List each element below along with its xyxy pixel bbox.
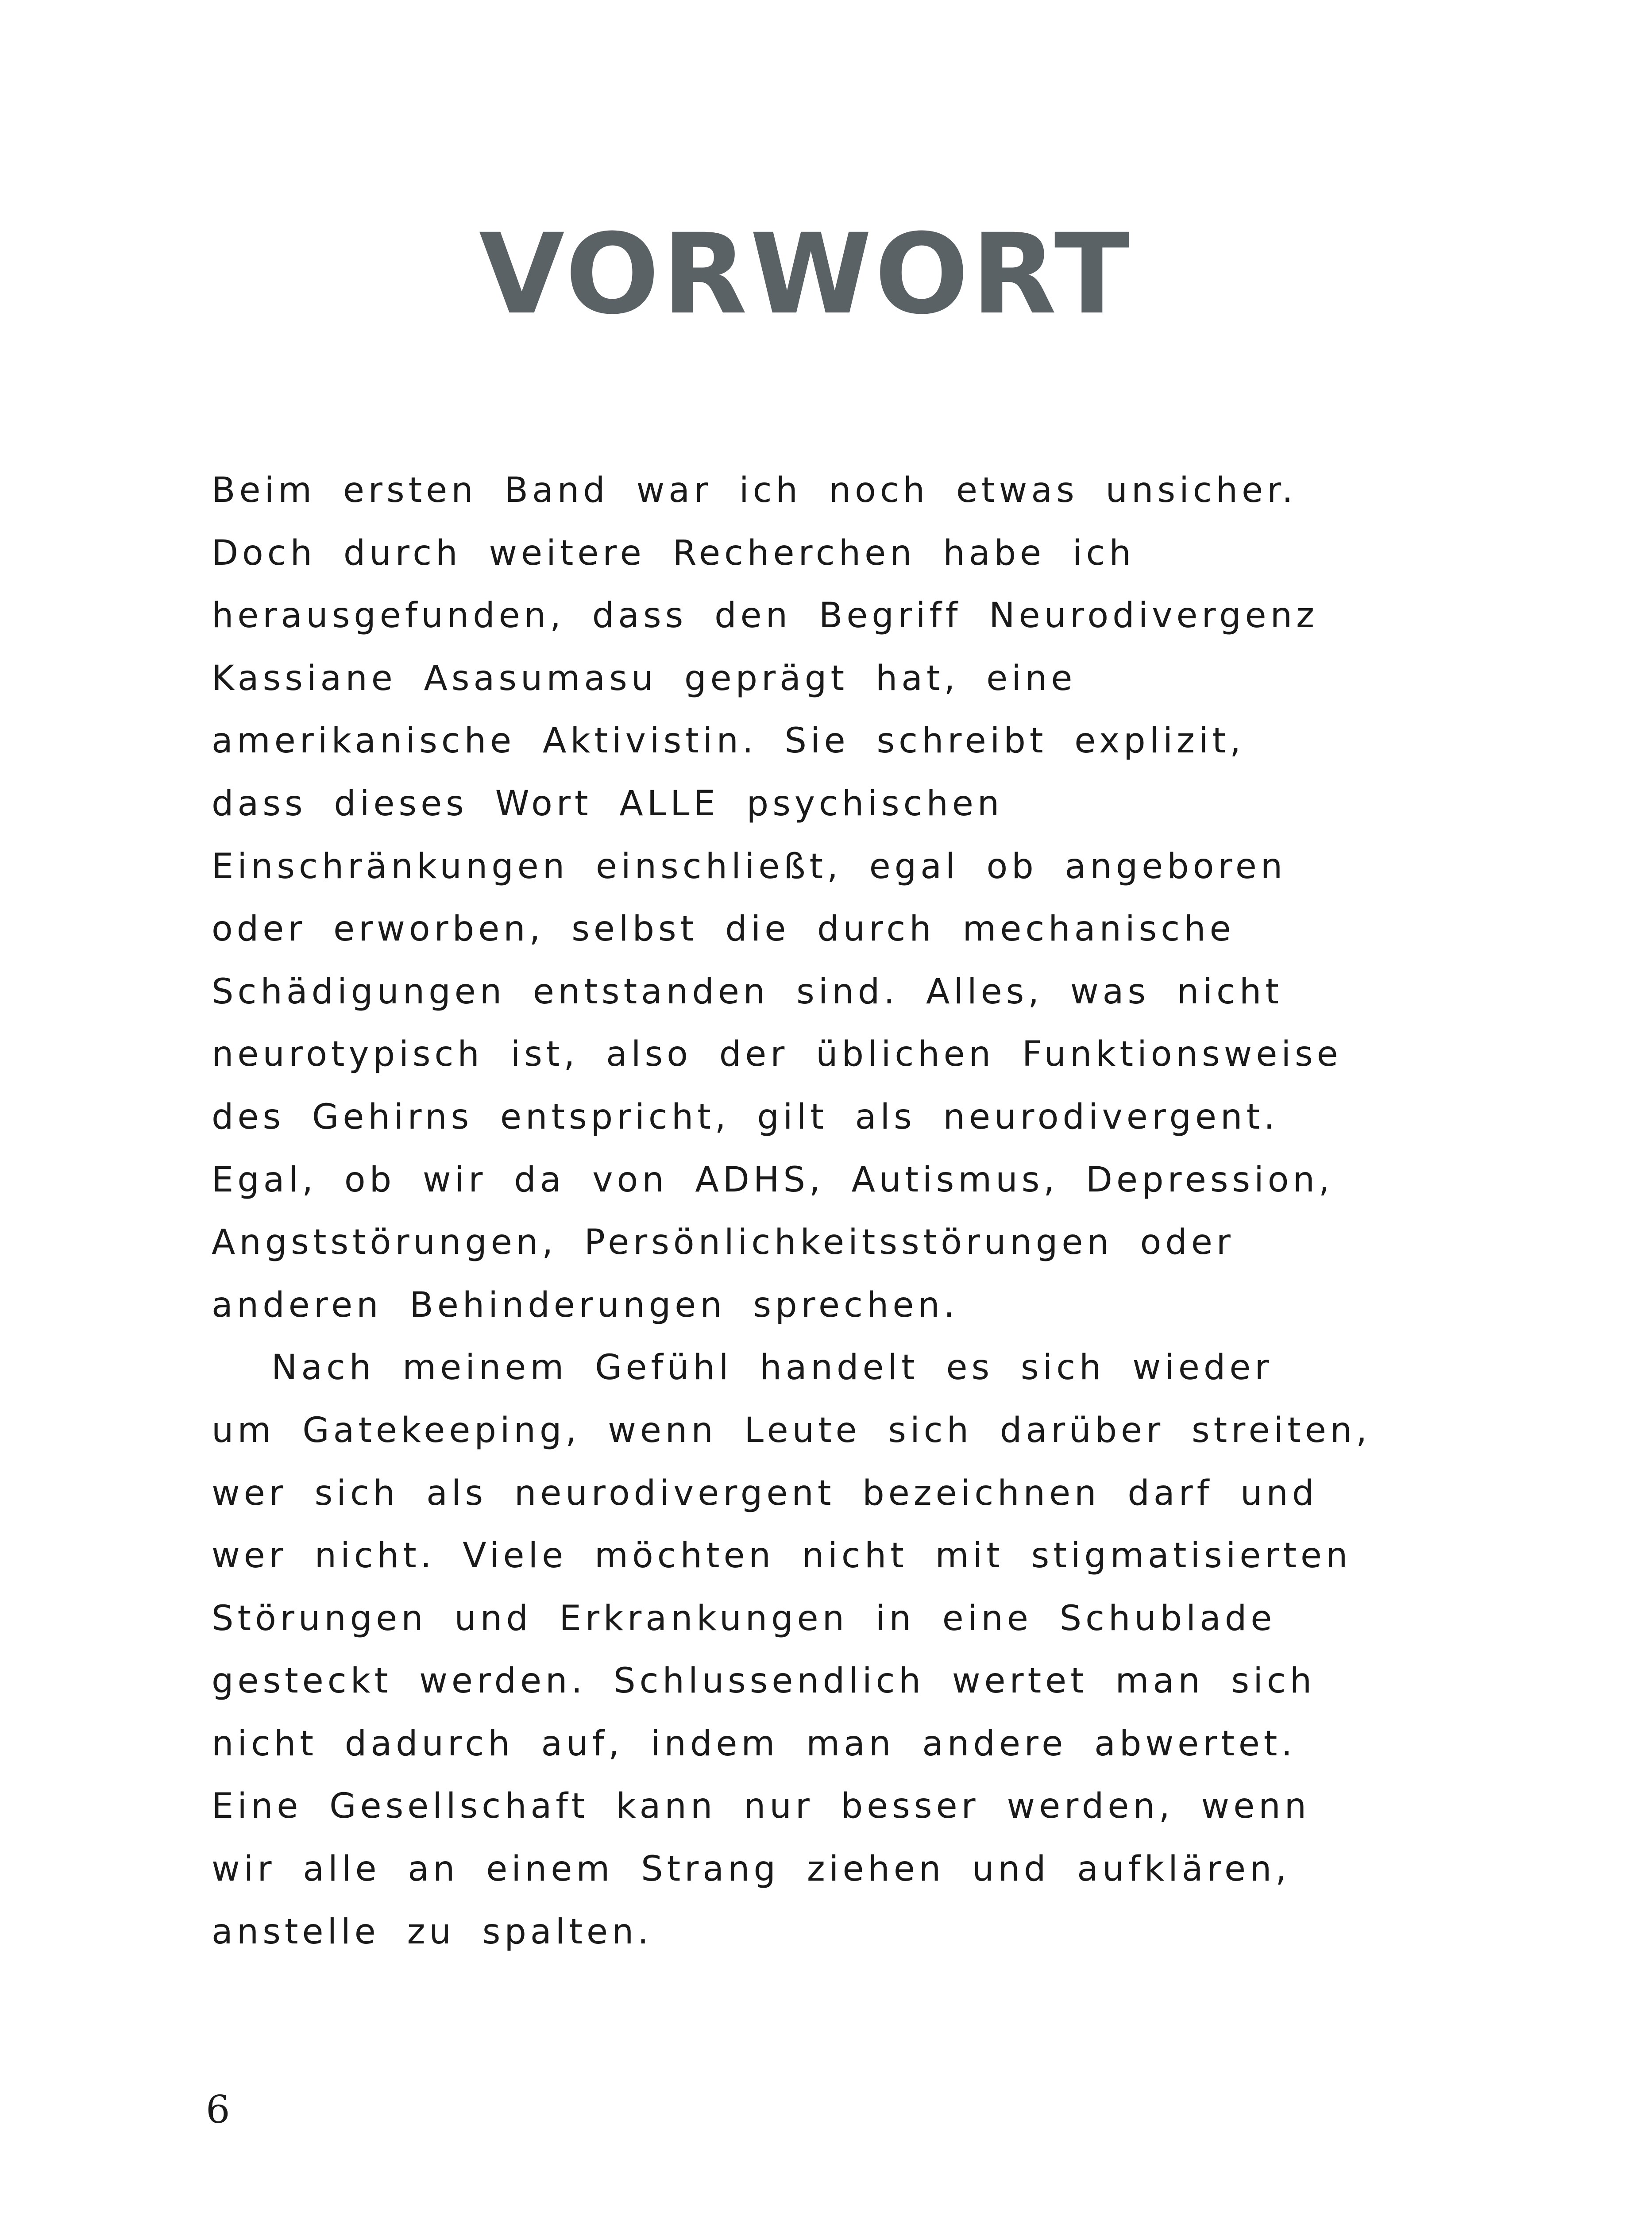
text-line: Schädigungen entstanden sind. Alles, was nicht	[212, 972, 1283, 1012]
text-line: Eine Gesellschaft kann nur besser werden, wenn	[212, 1786, 1311, 1827]
body-text	[212, 459, 1451, 1963]
text-line: Einschränkungen einschließt, egal ob angeboren	[212, 846, 1287, 887]
text-line: Störungen und Erkrankungen in eine Schublade	[212, 1598, 1276, 1639]
text-line: nicht dadurch auf, indem man andere abwertet.	[212, 1723, 1297, 1764]
text-line: Kassiane Asasumasu geprägt hat, eine	[212, 658, 1077, 698]
chapter-heading: VORWORT	[479, 210, 1133, 339]
text-line: Doch durch weitere Recherchen habe ich	[212, 533, 1135, 573]
text-line: wir alle an einem Strang ziehen und aufklären,	[212, 1849, 1291, 1889]
paragraph-first-line: Nach meinem Gefühl handelt es sich wieder	[271, 1348, 1273, 1388]
text-line: dass dieses Wort ALLE psychischen	[212, 783, 1004, 824]
text-line: gesteckt werden. Schlussendlich wertet man sich	[212, 1661, 1316, 1701]
text-line: anderen Behinderungen sprechen.	[212, 1285, 959, 1325]
text-line: amerikanische Aktivistin. Sie schreibt explizit,	[212, 721, 1245, 761]
text-line: wer nicht. Viele möchten nicht mit stigmatisierten	[212, 1536, 1352, 1576]
page-number: 6	[206, 2088, 230, 2132]
text-line: herausgefunden, dass den Begriff Neurodivergenz	[212, 596, 1319, 636]
text-line: Beim ersten Band war ich noch etwas unsicher.	[212, 470, 1297, 510]
text-line: oder erworben, selbst die durch mechanische	[212, 909, 1235, 949]
text-line: anstelle zu spalten.	[212, 1912, 653, 1952]
text-line: Egal, ob wir da von ADHS, Autismus, Depression,	[212, 1160, 1334, 1200]
text-line: des Gehirns entspricht, gilt als neurodivergent.	[212, 1097, 1279, 1137]
text-line: um Gatekeeping, wenn Leute sich darüber streiten,	[212, 1410, 1371, 1450]
text-line: neurotypisch ist, also der üblichen Funktionsweise	[212, 1034, 1342, 1075]
text-line: Angststörungen, Persönlichkeitsstörungen oder	[212, 1222, 1235, 1263]
text-line: wer sich als neurodivergent bezeichnen darf und	[212, 1473, 1318, 1513]
